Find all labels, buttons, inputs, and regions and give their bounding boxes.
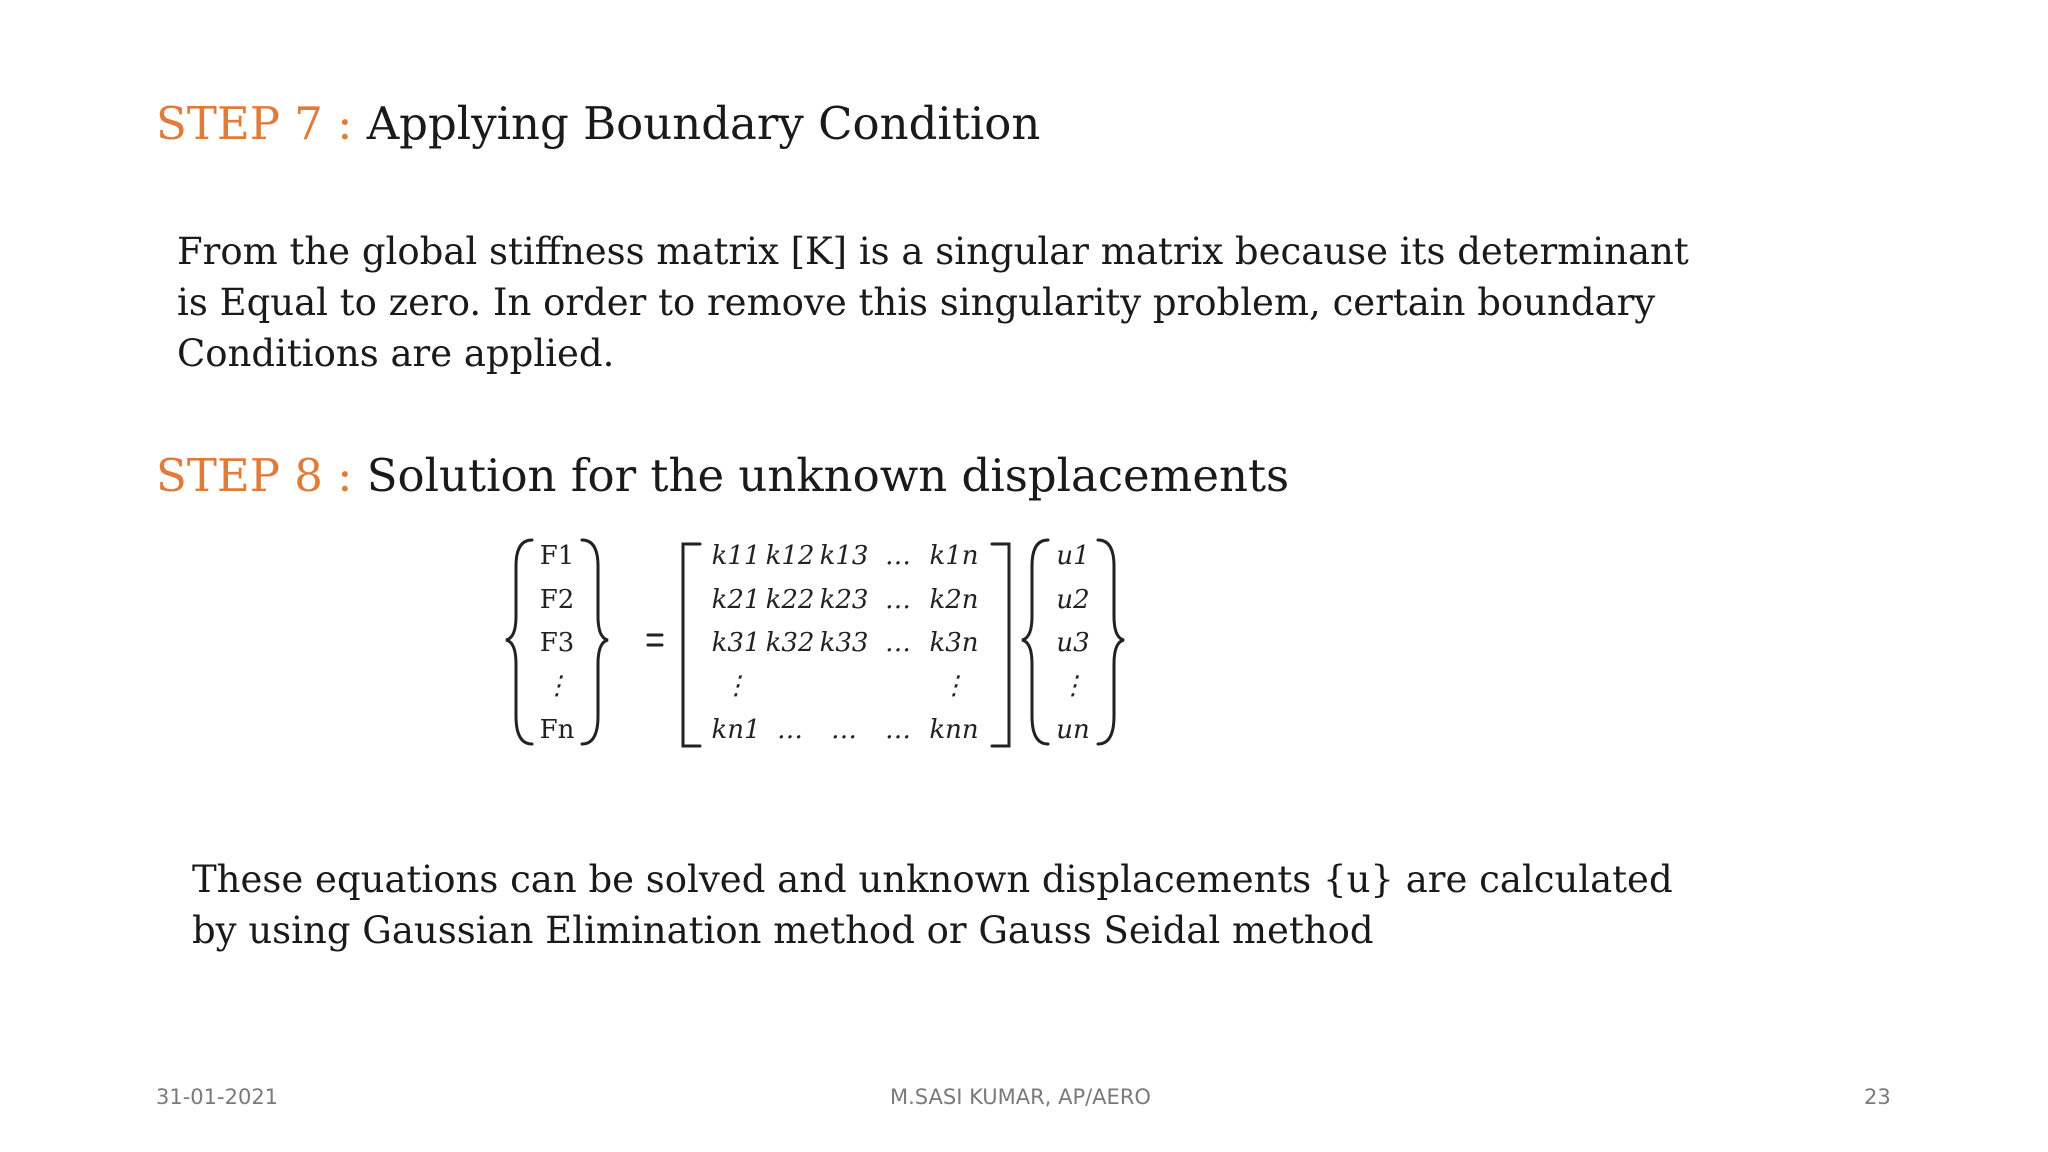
force-left-brace [506, 540, 532, 744]
stiffness-matrix-entry: k32 [765, 628, 815, 658]
stiffness-matrix-entry: … [885, 628, 911, 658]
stiffness-equation-figure [500, 526, 1140, 766]
step7-title: Applying Boundary Condition [366, 97, 1041, 150]
disp-right-brace [1098, 540, 1124, 744]
step7-heading [156, 96, 1040, 152]
stiffness-matrix-entry: kn1 [711, 715, 761, 745]
stiffness-matrix-entry: k21 [711, 585, 761, 615]
stiffness-matrix-entry: k23 [819, 585, 869, 615]
matrix-left-bracket [683, 544, 700, 746]
stiffness-matrix-entry: k1n [929, 541, 979, 571]
force-right-brace [582, 540, 608, 744]
stiffness-matrix-entry: ⋮ [723, 671, 749, 701]
stiffness-matrix-entry: k13 [819, 541, 869, 571]
stiffness-matrix-entry: … [885, 541, 911, 571]
stiffness-matrix-entry: k31 [711, 628, 761, 658]
stiffness-matrix-entry: knn [929, 715, 979, 745]
step7-label: STEP 7 : [156, 97, 353, 150]
displacement-vector-entry: ⋮ [1060, 671, 1086, 701]
stiffness-matrix-entry: k33 [819, 628, 869, 658]
step8-label: STEP 8 : [156, 449, 353, 502]
displacement-vector-entry: u1 [1056, 541, 1090, 571]
force-vector-entry: Fn [539, 715, 575, 745]
force-vector-entry: F1 [539, 541, 575, 571]
stiffness-matrix-entry: k11 [711, 541, 761, 571]
stiffness-matrix-entry: … [885, 585, 911, 615]
step7-paragraph: From the global stiffness matrix [K] is a singular matrix because its determinant is Equal to zero. In order to remove this singularity problem, certain boundary Conditions are applied. [177, 230, 1689, 375]
step8-paragraph: These equations can be solved and unknown displacements {u} are calculated by using Gaussian Elimination method or Gauss Seidal method [192, 858, 1673, 952]
displacement-vector-entry: u3 [1056, 628, 1090, 658]
displacement-vector-entry: un [1056, 715, 1090, 745]
force-vector-entry: F2 [539, 585, 575, 615]
stiffness-matrix-entry: k2n [929, 585, 979, 615]
stiffness-matrix-entry: k3n [929, 628, 979, 658]
step8-heading [156, 448, 1289, 504]
stiffness-matrix-entry: … [777, 715, 803, 745]
force-vector-entry: F3 [539, 628, 575, 658]
disp-left-brace [1022, 540, 1048, 744]
footer-author: M.SASI KUMAR, AP/AERO [890, 1085, 1151, 1109]
force-vector-entry: ⋮ [544, 671, 570, 701]
stiffness-matrix-entry: ⋮ [941, 671, 967, 701]
stiffness-matrix-entry: k12 [765, 541, 815, 571]
stiffness-matrix-entry: … [885, 715, 911, 745]
footer-page-number: 23 [1864, 1085, 1891, 1109]
matrix-right-bracket [992, 544, 1009, 746]
stiffness-matrix-entry: k22 [765, 585, 815, 615]
displacement-vector-entry: u2 [1056, 585, 1090, 615]
footer-date: 31-01-2021 [156, 1085, 279, 1109]
step8-title: Solution for the unknown displacements [366, 449, 1290, 502]
stiffness-matrix-entry: … [831, 715, 857, 745]
